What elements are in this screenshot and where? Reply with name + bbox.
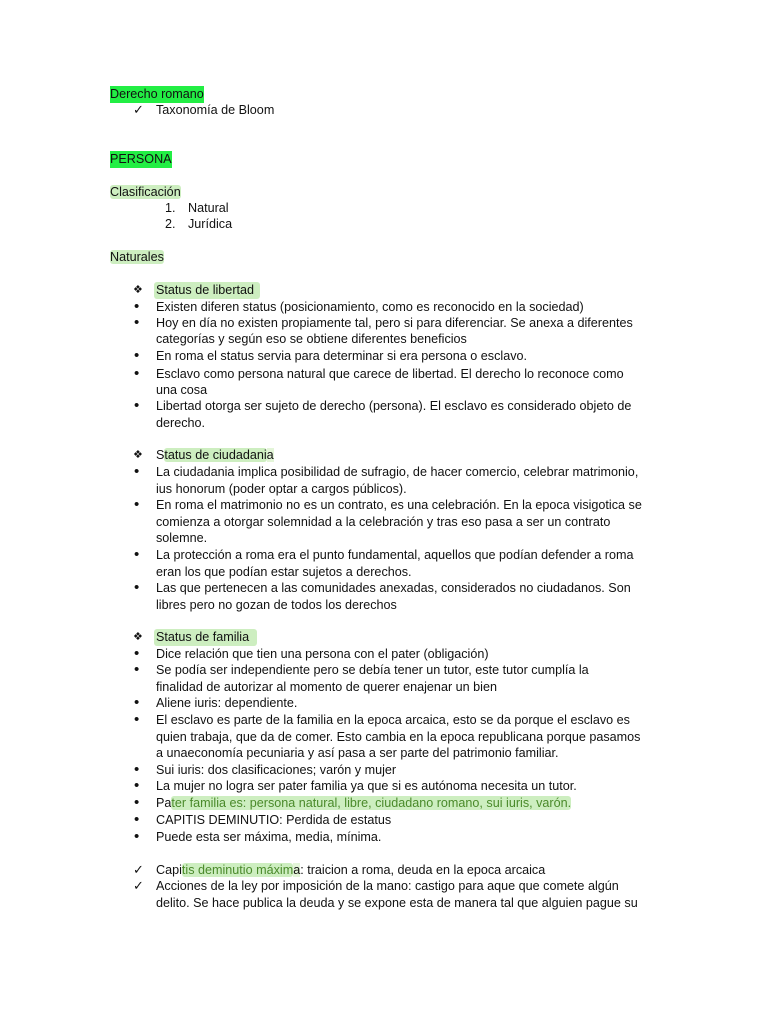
- list-item-text: a unaeconomía pecuniaria y así pasa a ser parte del patrimonio familiar.: [156, 746, 559, 760]
- bullet-icon: •: [134, 546, 140, 563]
- list-number: 2.: [165, 217, 176, 231]
- check-icon: ✓: [133, 102, 144, 117]
- status-libertad-heading: Status de libertad: [154, 282, 260, 299]
- list-item-text: Las que pertenecen a las comunidades anexadas, considerados no ciudadanos. Son: [156, 581, 631, 595]
- title-item: Taxonomía de Bloom: [156, 103, 275, 117]
- list-item-text: Dice relación que tien una persona con el pater (obligación): [156, 647, 489, 661]
- bullet-icon: •: [134, 496, 140, 513]
- list-item-text: Se podía ser independiente pero se debía tener un tutor, este tutor cumplía la: [156, 663, 589, 677]
- doc-title: Derecho romano: [110, 87, 204, 101]
- list-item-text: Libertad otorga ser sujeto de derecho (persona). El esclavo es considerado objeto de: [156, 399, 632, 413]
- list-item-text: ius honorum (poder optar a cargos públicos).: [156, 482, 407, 496]
- bullet-icon: •: [134, 645, 140, 662]
- list-item-text: El esclavo es parte de la familia en la epoca arcaica, esto se da porque el esclavo es: [156, 713, 630, 727]
- bullet-icon: •: [134, 298, 140, 315]
- bullet-icon: •: [134, 365, 140, 382]
- list-item-text: La protección a roma era el punto fundamental, aquellos que podían defender a roma: [156, 548, 634, 562]
- list-item-text: una cosa: [156, 383, 208, 397]
- bullet-icon: •: [134, 761, 140, 778]
- list-item-text: Hoy en día no existen propiamente tal, pero si para diferenciar. Se anexa a diferentes: [156, 316, 633, 330]
- list-item-text: La mujer no logra ser pater familia ya que si es autónoma necesita un tutor.: [156, 779, 577, 793]
- list-number: 1.: [165, 201, 176, 215]
- status-familia-heading: Status de familia: [154, 629, 257, 646]
- bullet-icon: •: [134, 811, 140, 828]
- persona-heading: PERSONA: [110, 152, 172, 166]
- list-item-text: En roma el matrimonio no es un contrato, es una celebración. En la epoca visigotica se: [156, 498, 642, 512]
- status-ciudadania-heading: Status de ciudadania: [156, 448, 274, 462]
- list-item-text: categorías y según eso se obtiene diferentes beneficios: [156, 332, 467, 346]
- bullet-icon: •: [134, 661, 140, 678]
- list-item-text: quien trabaja, que da de comer. Esto cambia en la epoca republicana porque pasamos: [156, 730, 641, 744]
- list-item-text: CAPITIS DEMINUTIO: Perdida de estatus: [156, 813, 392, 827]
- list-item-text: delito. Se hace publica la deuda y se expone esta de manera tal que alguien pague su: [156, 896, 638, 910]
- list-item-text: eran los que podían estar sujetos a derechos.: [156, 565, 412, 579]
- list-item-text: solemne.: [156, 531, 208, 545]
- diamond-bullet-icon: ❖: [133, 449, 143, 461]
- bullet-icon: •: [134, 347, 140, 364]
- list-item-text: Natural: [188, 201, 229, 215]
- bullet-icon: •: [134, 828, 140, 845]
- list-item-text: libres pero no gozan de todos los derechos: [156, 598, 397, 612]
- capitis-maxima: Capitis deminutio máxima: traicion a roma, deuda en la epoca arcaica: [156, 863, 546, 877]
- pater-familia-definition: Pater familia es: persona natural, libre, ciudadano romano, sui iuris, varón.: [156, 796, 572, 810]
- naturales-heading: Naturales: [110, 250, 164, 264]
- bullet-icon: •: [134, 694, 140, 711]
- diamond-bullet-icon: ❖: [133, 284, 143, 296]
- list-item-text: Puede esta ser máxima, media, mínima.: [156, 830, 382, 844]
- bullet-icon: •: [134, 314, 140, 331]
- check-icon: ✓: [133, 878, 144, 893]
- list-item-text: En roma el status servia para determinar si era persona o esclavo.: [156, 349, 527, 363]
- bullet-icon: •: [134, 794, 140, 811]
- bullet-icon: •: [134, 711, 140, 728]
- bullet-icon: •: [134, 777, 140, 794]
- clasificacion-label: Clasificación: [110, 185, 181, 199]
- list-item-text: Sui iuris: dos clasificaciones; varón y mujer: [156, 763, 397, 777]
- list-item-text: La ciudadania implica posibilidad de sufragio, de hacer comercio, celebrar matrimonio,: [156, 465, 639, 479]
- list-item-text: comienza a otorgar solemnidad a la celebración y tras eso pasa a ser un contrato: [156, 515, 611, 529]
- list-item-text: Esclavo como persona natural que carece de libertad. El derecho lo reconoce como: [156, 367, 624, 381]
- list-item-text: Acciones de la ley por imposición de la mano: castigo para aque que comete algún: [156, 879, 619, 893]
- bullet-icon: •: [134, 463, 140, 480]
- list-item-text: finalidad de autorizar al momento de querer enajenar un bien: [156, 680, 497, 694]
- list-item-text: Existen diferen status (posicionamiento, como es reconocido en la sociedad): [156, 300, 584, 314]
- list-item-text: Aliene iuris: dependiente.: [156, 696, 298, 710]
- list-item-text: Jurídica: [188, 217, 233, 231]
- check-icon: ✓: [133, 862, 144, 877]
- list-item-text: derecho.: [156, 416, 206, 430]
- bullet-icon: •: [134, 579, 140, 596]
- diamond-bullet-icon: ❖: [133, 631, 143, 643]
- bullet-icon: •: [134, 397, 140, 414]
